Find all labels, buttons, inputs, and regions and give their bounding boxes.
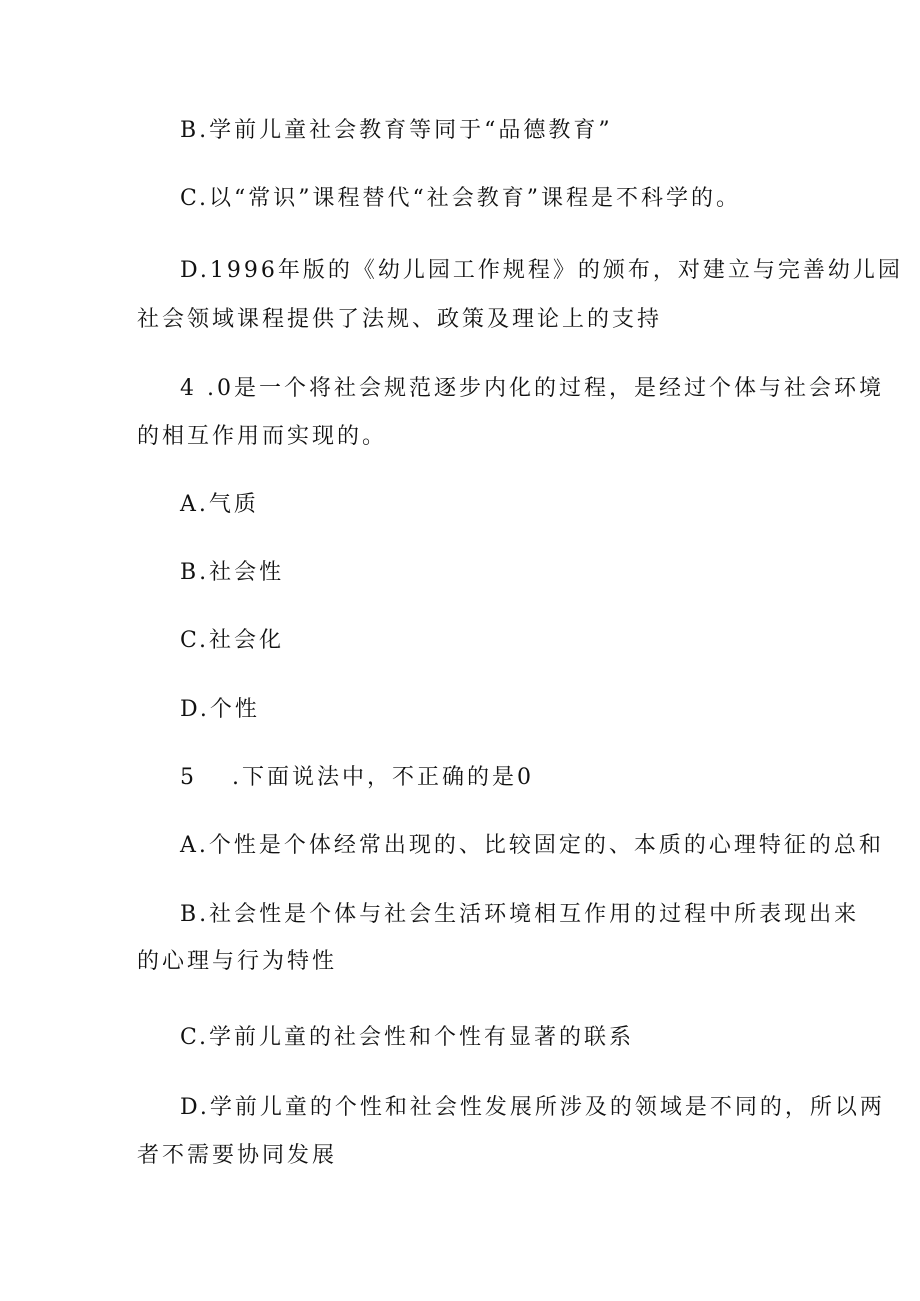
q4-option-a: A.气质 [180, 492, 259, 517]
q5-option-c: C.学前儿童的社会性和个性有显著的联系 [180, 1025, 635, 1050]
q5-option-b-line1: B.社会性是个体与社会生活环境相互作用的过程中所表现出来 [180, 902, 860, 927]
q5-option-b-line2: 的心理与行为特性 [137, 949, 338, 974]
q5-option-d-line2: 者不需要协同发展 [137, 1143, 338, 1168]
q4-option-b: B.社会性 [180, 560, 285, 585]
q4-option-d: D.个性 [180, 697, 260, 722]
q3-option-d-line2: 社会领域课程提供了法规、政策及理论上的支持 [137, 307, 663, 332]
q3-option-d-line1: D.1996年版的《幼儿园工作规程》的颁布，对建立与完善幼儿园 [180, 258, 903, 283]
q3-option-b: B.学前儿童社会教育等同于“品德教育” [180, 118, 613, 143]
q5-option-a: A.个性是个体经常出现的、比较固定的、本质的心理特征的总和 [180, 833, 884, 858]
q5-option-d-line1: D.学前儿童的个性和社会性发展所涉及的领域是不同的，所以两 [180, 1095, 885, 1120]
q5-number: 5 [180, 765, 197, 790]
q4-option-c: C.社会化 [180, 628, 285, 653]
q4-stem-line1: 4 .0是一个将社会规范逐步内化的过程，是经过个体与社会环境 [180, 376, 884, 401]
q4-stem-line2: 的相互作用而实现的。 [137, 424, 388, 449]
q3-option-c: C.以“常识”课程替代“社会教育”课程是不科学的。 [180, 186, 742, 211]
q5-stem: .下面说法中，不正确的是0 [232, 765, 534, 790]
